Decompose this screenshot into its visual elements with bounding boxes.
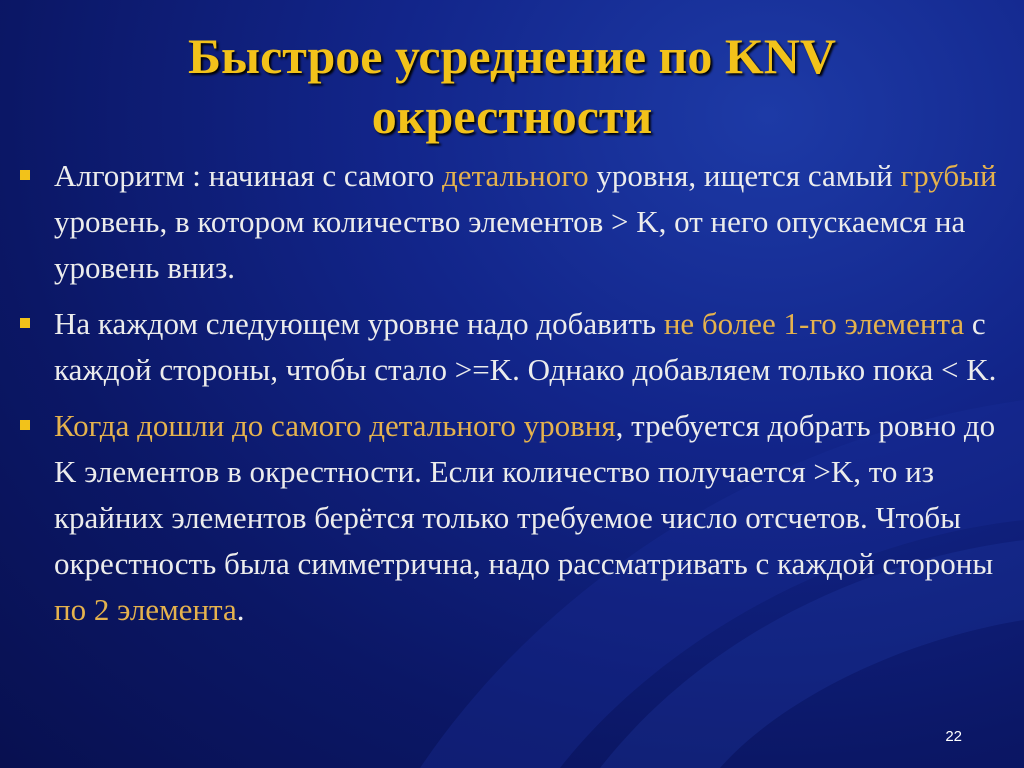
bullet-1-seg-1: Алгоритм : начиная с самого (54, 158, 443, 193)
bullet-item-1 (14, 153, 1004, 291)
bullet-1-seg-5: уровень, в котором количество элементов > K, от него опускаемся на уровень вниз. (54, 204, 966, 285)
bullet-square-icon (20, 420, 30, 430)
bullet-3-highlight-2: по 2 элемента (54, 592, 237, 627)
title-line-1: Быстрое усреднение по KNV (188, 28, 836, 84)
bullet-item-3 (14, 403, 1004, 633)
bullet-square-icon (20, 318, 30, 328)
bullet-3-highlight-1: Когда дошли до самого детального уровня (54, 408, 616, 443)
bullet-2-highlight-1: не более 1-го элемента (663, 306, 965, 341)
bullet-2-seg-1: На каждом следующем уровне надо добавить (54, 306, 664, 341)
bullet-3-seg-4: . (236, 592, 245, 627)
bullet-list (14, 153, 1004, 643)
bullet-1-seg-3: уровня, ищется самый (588, 158, 901, 193)
bullet-square-icon (20, 170, 30, 180)
bullet-3-seg-2: , требуется добрать ровно до K элементов в окрестности. Если количество получается >K, то из крайних элементов берётся только требуемое число отсчетов. Чтобы окрестность была симметрична, надо рассматривать с каждой стороны (54, 408, 996, 581)
bullet-2-seg-3: с каждой стороны, чтобы стало >=K. Однако добавляем только пока < K. (54, 306, 997, 387)
slide-title (60, 26, 964, 146)
bullet-item-2 (14, 301, 1004, 393)
title-line-2: окрестности (371, 88, 653, 144)
bullet-1-highlight-2: грубый (900, 158, 997, 193)
page-number: 22 (945, 728, 962, 745)
bullet-1-highlight-1: детального (442, 158, 589, 193)
